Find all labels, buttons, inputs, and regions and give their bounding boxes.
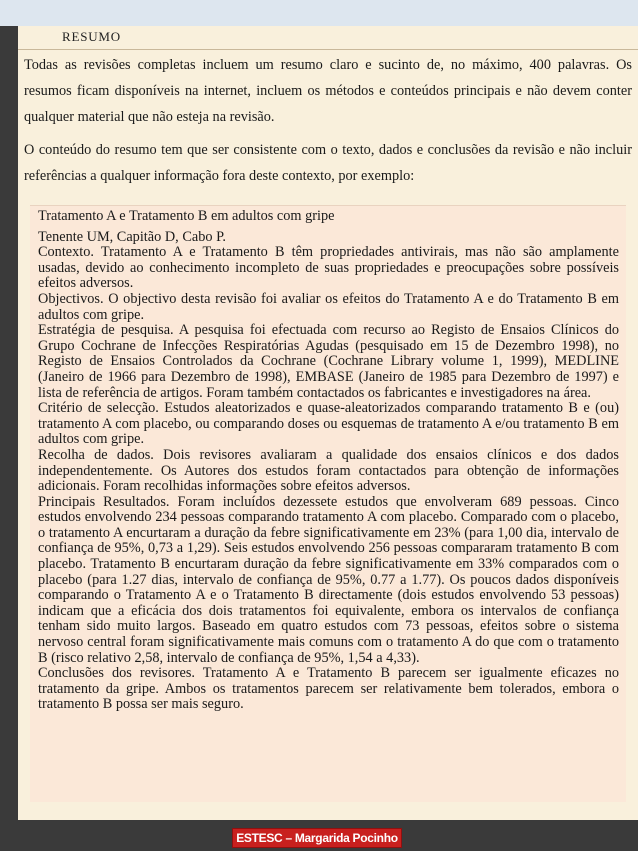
abstract-main-results: Principais Resultados. Foram incluídos dezessete estudos que envolveram 689 pessoas. Cinco estudos envolvendo 234 pessoas comparando tratamento A com placebo. Comparado com o placebo, o tratamento A encurtaram a duração da febre significativamente em 23% (para 1,00 dia, intervalo de confiança de 95%, 0,73 a 1,29). Seis estudos envolvendo 256 pessoas compararam tratamento B com placebo. Tratamento B encurtaram duração da febre significativamente em 33% comparados com o placebo (para 1.27 dias, intervalo de confiança de 95%, 0.77 a 1.77). Os poucos dados disponíveis comparando o Tratamento A e o Tratamento B directamente (dois estudos envolvendo 53 pessoas) indicam que a eficácia dos dois tratamentos foi equivalente, embora os intervalos de confiança tenham sido muito largos. Baseado em quatro estudos com 73 pessoas, efeitos sobre o sistema nervoso central foram significativamente mais comuns com o tratamento A do que com o tratamento B (risco relativo 2,58, intervalo de confiança de 95%, 1,54 a 4,33).: [38, 493, 619, 666]
section-title: RESUMO: [62, 29, 121, 44]
abstract-review-title: Tratamento A e Tratamento B em adultos com gripe: [38, 208, 335, 224]
intro-paragraph-2: O conteúdo do resumo tem que ser consistente com o texto, dados e conclusões da revisão e não incluir referências a qualquer informação fora deste contexto, por exemplo:: [24, 142, 632, 184]
abstract-context: Contexto. Tratamento A e Tratamento B têm propriedades antivirais, mas não são amplamente usadas, devido ao conhecimento incompleto de suas propriedades e preocupações sobre possíveis efeitos adversos.: [38, 244, 619, 292]
title-divider: [18, 49, 638, 50]
author-badge: ESTESC – Margarida Pocinho: [232, 828, 402, 848]
header-band: [0, 0, 638, 26]
abstract-conclusions: Conclusões dos revisores. Tratamento A e Tratamento B parecem ser igualmente eficazes no tratamento da gripe. Ambos os tratamentos parecem ser relativamente bem tolerados, embora o tratamento B possa ser mais seguro.: [38, 665, 619, 713]
left-frame-bar: [0, 0, 18, 851]
abstract-search-strategy: Estratégia de pesquisa. A pesquisa foi efectuada com recurso ao Registo de Ensaios Clínicos do Grupo Cochrane de Infecções Respiratórias Agudas (pesquisado em 15 de Dezembro 1998), no Registo de Ensaios Controlados da Cochrane (Cochrane Library volume 1, 1999), MEDLINE (Janeiro de 1966 para Dezembro de 1998), EMBASE (Janeiro de 1985 para Dezembro de 1997) e lista de referência de artigos. Foram também contactados os fabricantes e investigadores na área.: [38, 322, 619, 401]
example-abstract: [38, 209, 619, 713]
abstract-data-collection: Recolha de dados. Dois revisores avaliaram a qualidade dos ensaios clínicos e dos dados independentemente. Os Autores dos estudos foram contactados para obtenção de informações adicionais. Foram recolhidas informações sobre efeitos adversos.: [38, 446, 619, 495]
abstract-selection-criteria: Critério de selecção. Estudos aleatorizados e quase-aleatorizados comparando tratamento B e (ou) tratamento A com placebo, ou comparando doses ou esquemas de tratamento A e/ou tratamento B em adultos com gripe.: [38, 400, 619, 448]
intro-paragraph-1: Todas as revisões completas incluem um resumo claro e sucinto de, no máximo, 400 palavras. Os resumos ficam disponíveis na internet, incluem os métodos e conteúdos principais e não devem conter qualquer material que não esteja na revisão.: [24, 57, 632, 125]
abstract-authors: Tenente UM, Capitão D, Cabo P.: [38, 228, 227, 245]
intro-text: [24, 52, 632, 196]
abstract-objectives: Objectivos. O objectivo desta revisão foi avaliar os efeitos do Tratamento A e do Tratamento B em adultos com gripe.: [38, 290, 619, 323]
